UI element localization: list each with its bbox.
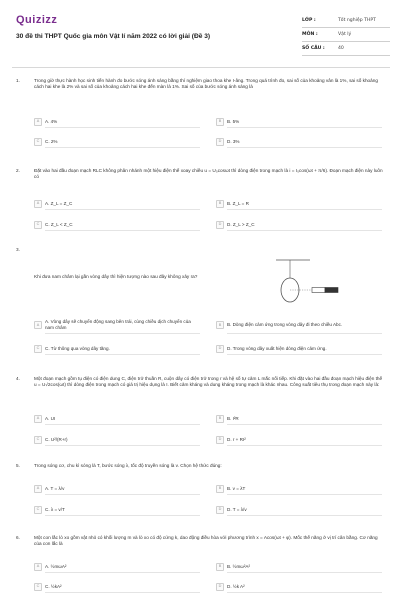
meta-label: MÔN : [302,32,318,37]
magnet-ring-diagram [270,256,350,316]
answer-text: A. T = λ/v [45,485,65,491]
answer-option-b[interactable] [216,561,382,572]
answer-letter-box: A [34,563,42,571]
question-text: Khi đưa nam châm lại gần vòng dây thì hiện tượng nào sau đây không xảy ra? [34,274,198,279]
answer-text: D. r + RI² [227,436,246,442]
answer-text: C. U²/(R+r) [45,436,68,442]
answer-underline [45,147,200,148]
question-text: Một con lắc lò xo gồm vật nhỏ có khối lượng m và lò xo có độ cứng k, dao động điều hòa với phương trình x = Acos(ωt + φ). Mốc thế năng ở vị trí cân bằng. Cơ năng của con lắc là [34,535,378,547]
answer-option-a[interactable] [34,116,200,127]
question-number: 2. [16,168,20,173]
answer-letter-box: D [216,345,224,353]
answer-underline [45,592,200,593]
answer-option-d[interactable] [216,581,382,592]
answer-letter-box: A [34,118,42,126]
answer-text: B. Z_L = R [227,200,249,206]
answer-letter-box: D [216,583,224,591]
question-text: Đặt vào hai đầu đoạn mạch RLC không phân nhánh một hiệu điện thế xoay chiều u = U₀cosωt thì dòng điện trong mạch là i = I₀cos(ωt + π/6). Đoạn mạch điện này luôn có [34,168,383,180]
answer-underline [227,515,382,516]
answer-text: B. I²R [227,415,239,421]
answer-text: C. 2% [45,138,58,144]
meta-label: SỐ CÂU : [302,46,325,51]
answer-letter-box: A [34,415,42,423]
answer-option-d[interactable] [216,434,382,445]
answer-option-a[interactable] [34,413,200,424]
question-number: 1. [16,78,20,83]
answer-letter-box: D [216,436,224,444]
meta-value: Tốt nghiệp THPT [338,18,376,23]
answer-underline [227,445,382,446]
answer-letter-box: B [216,415,224,423]
answer-text: D. T = λ/v [227,506,247,512]
answer-letter-box: C [34,345,42,353]
answer-text: B. Dòng điện cảm ứng trong vòng dây đi theo chiều Abc. [227,322,343,328]
answer-underline [227,592,382,593]
answer-underline [227,572,382,573]
answer-underline [45,230,200,231]
meta-table [302,14,390,56]
answer-option-a[interactable] [34,483,200,494]
answer-option-b[interactable] [216,413,382,424]
answer-option-d[interactable] [216,136,382,147]
answer-letter-box: B [216,118,224,126]
answer-underline [227,230,382,231]
answer-letter-box: B [216,321,224,329]
answer-underline [227,354,382,355]
answer-text: A. ½mωA² [45,563,67,569]
answer-text: A. 4% [45,118,58,124]
answer-option-b[interactable] [216,483,382,494]
answer-underline [45,515,200,516]
quizizz-logo: Quizizz [16,14,58,26]
answer-text: B. 5% [227,118,240,124]
answer-text: B. ½mω²A² [227,563,250,569]
answer-text: D. ½k A² [227,583,245,589]
answer-letter-box: C [34,506,42,514]
question-number: 5. [16,463,20,468]
answer-underline [45,424,200,425]
answer-letter-box: B [216,563,224,571]
answer-letter-box: A [34,321,42,329]
answer-letter-box: A [34,200,42,208]
answer-underline [45,333,200,334]
answer-option-c[interactable] [34,136,200,147]
answer-option-b[interactable] [216,116,382,127]
meta-row-subject [302,28,390,42]
answer-option-c[interactable] [34,504,200,515]
meta-value: Vật lý [338,32,352,37]
answer-underline [45,354,200,355]
answer-underline [227,147,382,148]
answer-text: A. Z_L = Z_C [45,200,73,206]
document-title: 30 đề thi THPT Quốc gia môn Vật lí năm 2022 có lời giải (Đề 3) [16,33,211,40]
answer-option-c[interactable] [34,343,200,354]
meta-row-count [302,42,390,56]
answer-option-a[interactable] [34,198,200,209]
magnet-south-half [312,288,325,293]
answer-text: A. Vòng dây sẽ chuyển động sang bên trái, cùng chiều dịch chuyển của nam châm [45,319,191,330]
meta-value: 40 [338,46,344,51]
answer-letter-box: B [216,485,224,493]
meta-row-class [302,14,390,28]
answer-option-a[interactable] [34,317,200,333]
answer-underline [227,209,382,210]
magnet-north-half [325,288,338,293]
answer-text: A. UI [45,415,56,421]
answer-option-c[interactable] [34,434,200,445]
answer-text: D. 3% [227,138,240,144]
answer-text: B. v = λT [227,485,246,491]
answer-text: C. Z_L < Z_C [45,221,73,227]
answer-option-b[interactable] [216,198,382,209]
answer-underline [45,445,200,446]
answer-underline [227,127,382,128]
answer-option-b[interactable] [216,317,382,333]
answer-underline [45,209,200,210]
answer-underline [227,333,382,334]
answer-option-d[interactable] [216,343,382,354]
question-text: Trong sóng cơ, chu kì sóng là T, bước sóng λ, tốc độ truyền sóng là v. Chọn hệ thức đúng: [34,463,222,468]
answer-letter-box: D [216,138,224,146]
answer-text: D. Z_L > Z_C [227,221,255,227]
answer-underline [227,424,382,425]
answer-option-d[interactable] [216,219,382,230]
answer-underline [45,572,200,573]
header-divider [12,67,390,68]
question-number: 4. [16,376,20,381]
answer-letter-box: C [34,436,42,444]
question-number: 6. [16,535,20,540]
answer-option-c[interactable] [34,219,200,230]
answer-option-a[interactable] [34,561,200,572]
answer-option-c[interactable] [34,581,200,592]
meta-label: LỚP : [302,18,316,23]
answer-letter-box: A [34,485,42,493]
answer-letter-box: C [34,221,42,229]
answer-underline [45,494,200,495]
answer-text: D. Trong vòng dây xuất hiện dòng điện cảm ứng. [227,345,327,351]
answer-underline [45,127,200,128]
question-text: Một đoạn mạch gồm tụ điện có điện dung C, điện trở thuần R, cuộn dây có điện trở trong r và hệ số tự cảm L mắc nối tiếp. Khi đặt vào hai đầu đoạn mạch hiệu điện thế u = U√2cos(ωt) thì dòng điện trong mạch có giá trị hiệu dụng là I. Biết cảm kháng và dung kháng trong mạch là khác nhau. Công suất tiêu thụ trong đoạn mạch này là: [34,376,383,388]
answer-letter-box: C [34,583,42,591]
answer-letter-box: D [216,221,224,229]
answer-option-d[interactable] [216,504,382,515]
answer-text: C. ½kA² [45,583,62,589]
answer-underline [227,494,382,495]
answer-letter-box: B [216,200,224,208]
question-text: Trong giờ thực hành học sinh tiến hành đo bước sóng ánh sáng bằng thí nghiệm giao thoa khe I-âng. Trong quá trình đo, sai số của khoảng vân là 1%, sai số khoảng cách hai khe là 2% và sai số của khoảng cách hai khe đến màn là 1%. Sai số của bước sóng ánh sáng là [34,78,378,90]
answer-letter-box: D [216,506,224,514]
answer-text: C. λ = v/T [45,506,65,512]
answer-text: C. Từ thông qua vòng dây tăng. [45,345,110,351]
question-number: 3. [16,247,20,252]
answer-letter-box: C [34,138,42,146]
